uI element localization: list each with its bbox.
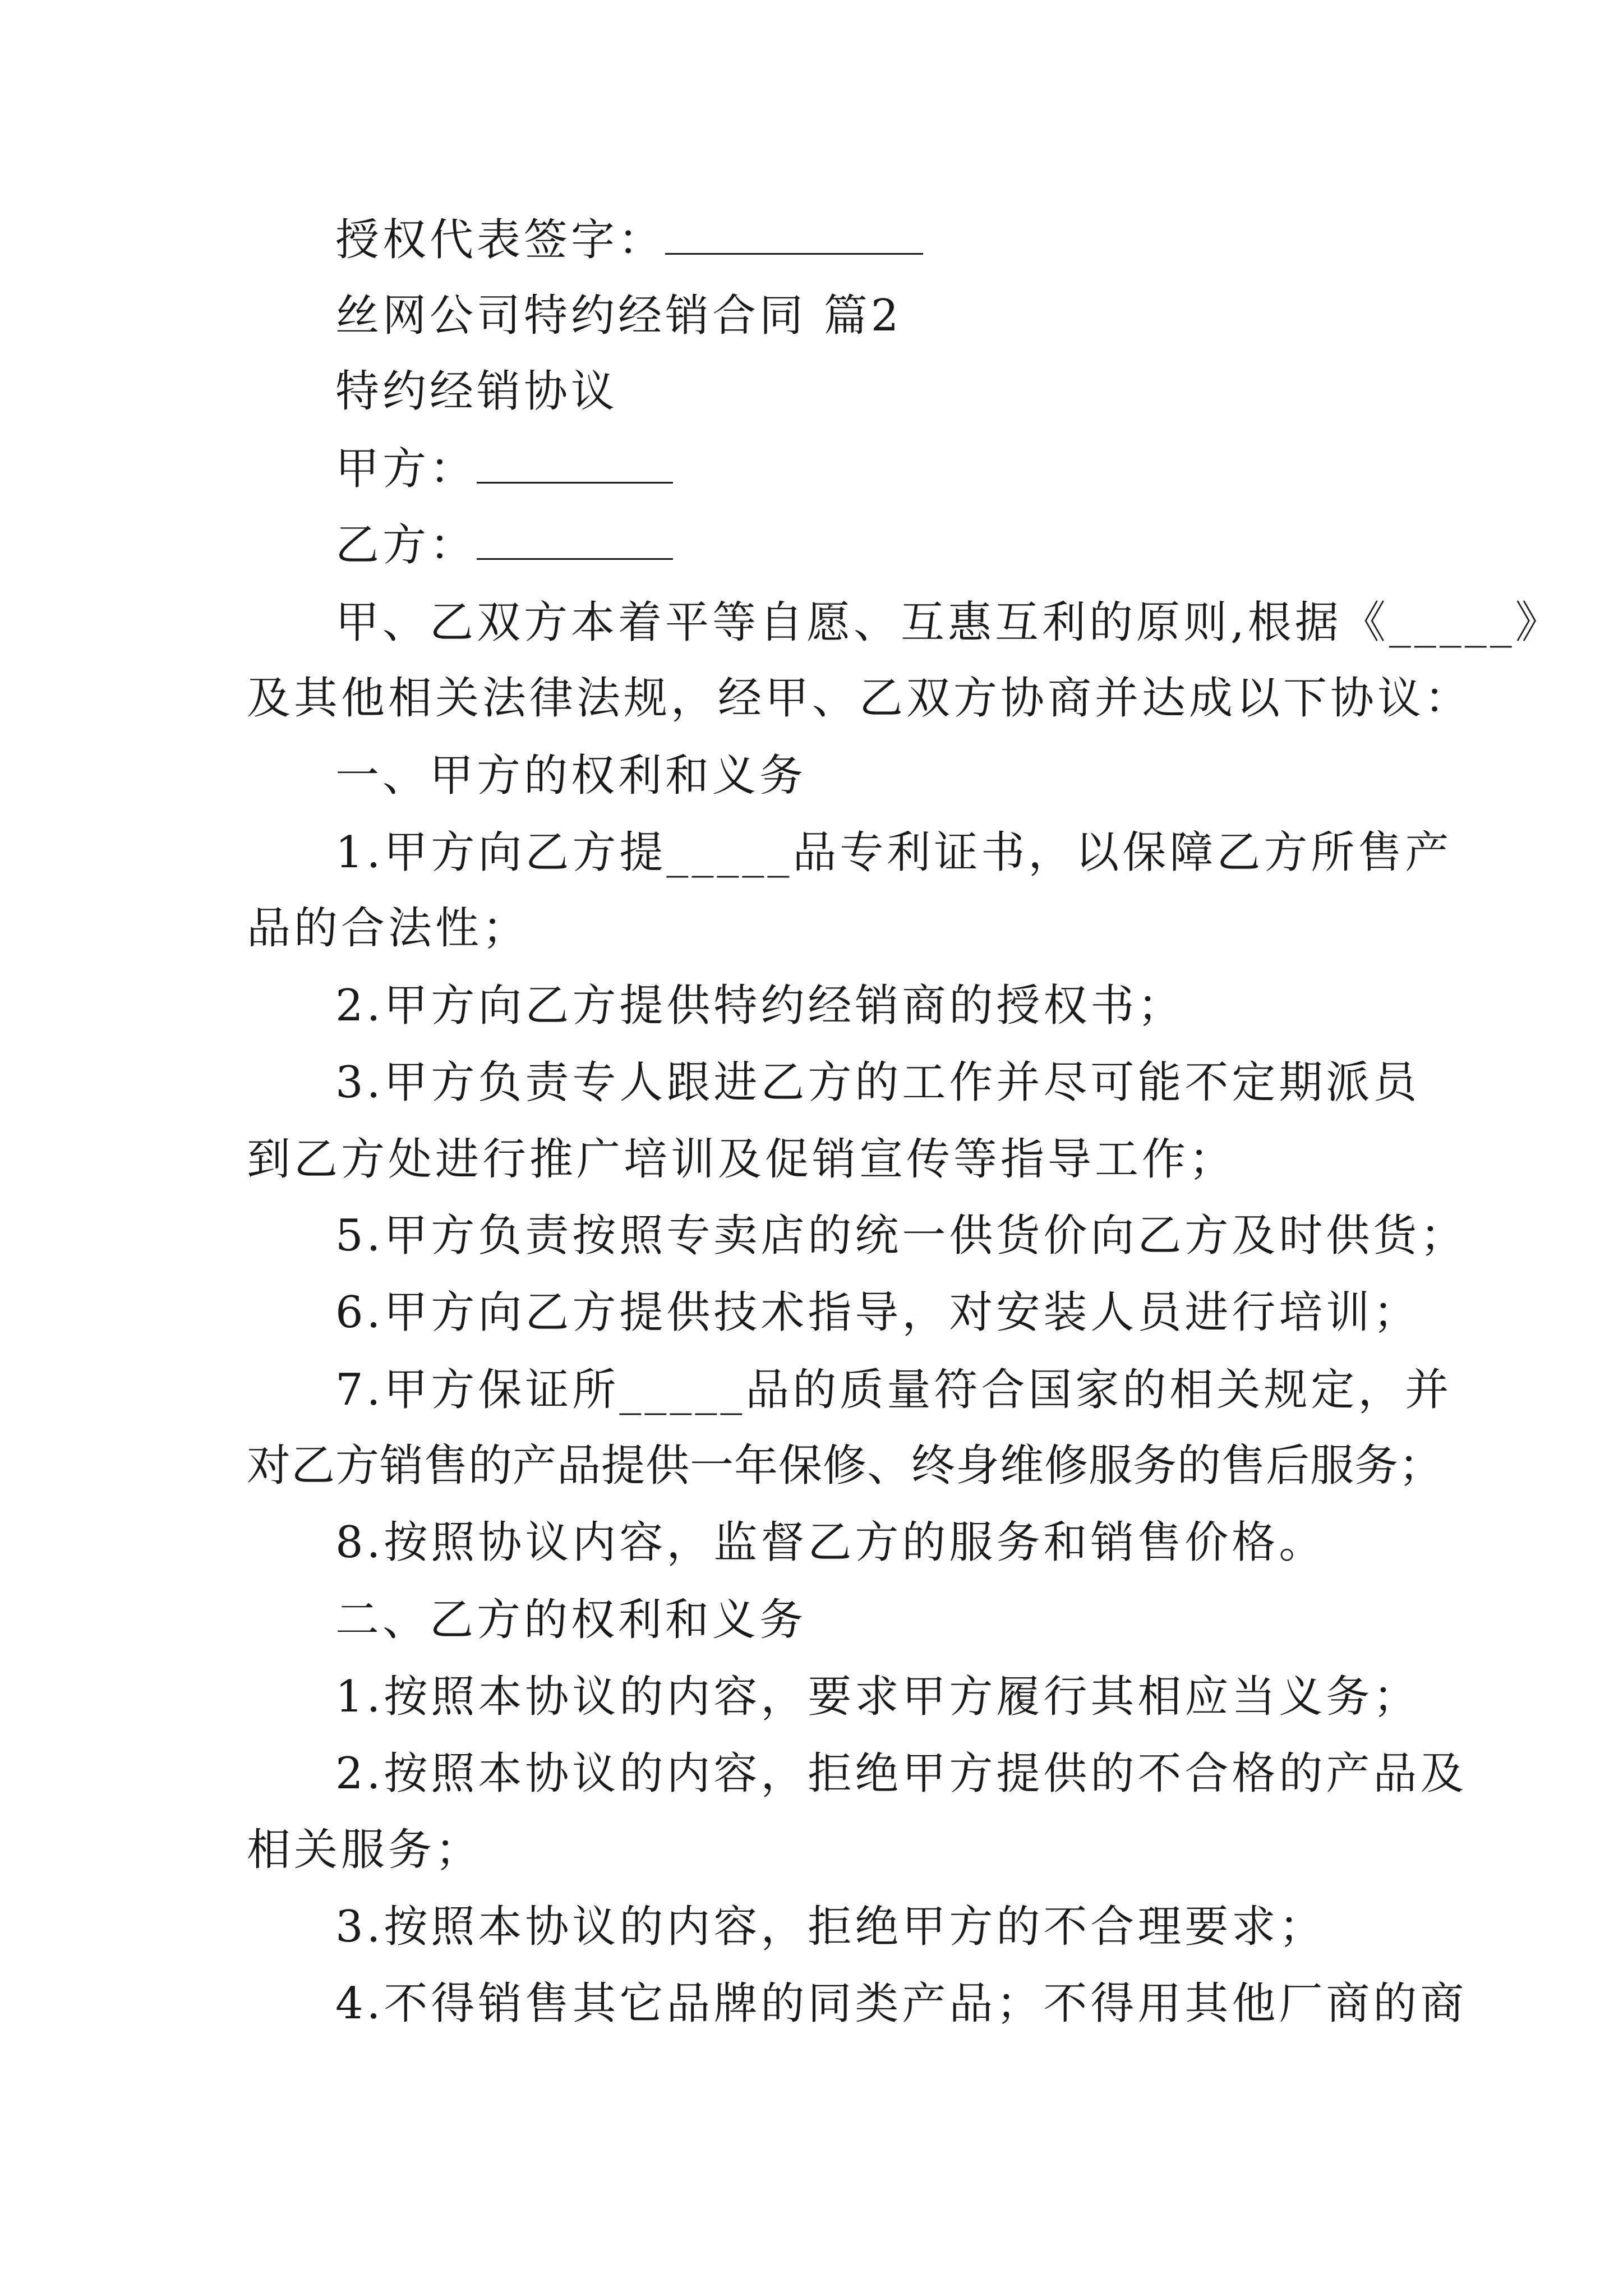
clause-b2-line-2: 相关服务；	[247, 1825, 483, 1875]
clause-a2: 2.甲方向乙方提供特约经销商的授权书；	[335, 981, 1185, 1031]
clause-a6: 6.甲方向乙方提供技术指导，对安装人员进行培训；	[335, 1287, 1421, 1338]
clause-a3-line-1: 3.甲方负责专人跟进乙方的工作并尽可能不定期派员	[335, 1057, 1421, 1108]
party-b-blank	[477, 518, 673, 560]
clause-b2-line-1: 2.按照本协议的内容，拒绝甲方提供的不合格的产品及	[335, 1749, 1468, 1799]
party-a-blank	[477, 441, 673, 484]
party-a-label: 甲方：	[335, 441, 673, 497]
contract-title: 丝网公司特约经销合同 篇2	[335, 291, 902, 341]
signature-label: 授权代表签字：	[335, 212, 923, 268]
clause-a7-line-1: 7.甲方保证所_____品的质量符合国家的相关规定，并	[335, 1365, 1453, 1415]
signature-blank	[665, 213, 923, 255]
clause-a5: 5.甲方负责按照专卖店的统一供货价向乙方及时供货；	[335, 1211, 1468, 1261]
clause-a8: 8.按照协议内容，监督乙方的服务和销售价格。	[335, 1517, 1326, 1568]
clause-b1: 1.按照本协议的内容，要求甲方履行其相应当义务；	[335, 1672, 1421, 1722]
preamble-line-2: 及其他相关法律法规，经甲、乙双方协商并达成以下协议：	[247, 673, 1472, 724]
clause-a3-line-2: 到乙方处进行推广培训及促销宣传等指导工作；	[247, 1134, 1237, 1185]
clause-b3: 3.按照本协议的内容，拒绝甲方的不合理要求；	[335, 1902, 1326, 1952]
section-2-heading: 二、乙方的权利和义务	[335, 1595, 807, 1645]
agreement-title: 特约经销协议	[335, 366, 619, 417]
preamble-line-1: 甲、乙双方本着平等自愿、互惠互利的原则,根据《_____》	[335, 597, 1562, 648]
party-b-label: 乙方：	[335, 517, 673, 573]
clause-a7-line-2: 对乙方销售的产品提供一年保修、终身维修服务的售后服务；	[247, 1441, 1444, 1491]
clause-a1-line-2: 品的合法性；	[247, 903, 530, 954]
clause-b4-line-1: 4.不得销售其它品牌的同类产品；不得用其他厂商的商	[335, 1978, 1468, 2029]
clause-a1-line-1: 1.甲方向乙方提_____品专利证书，以保障乙方所售产	[335, 827, 1453, 878]
section-1-heading: 一、甲方的权利和义务	[335, 751, 807, 801]
